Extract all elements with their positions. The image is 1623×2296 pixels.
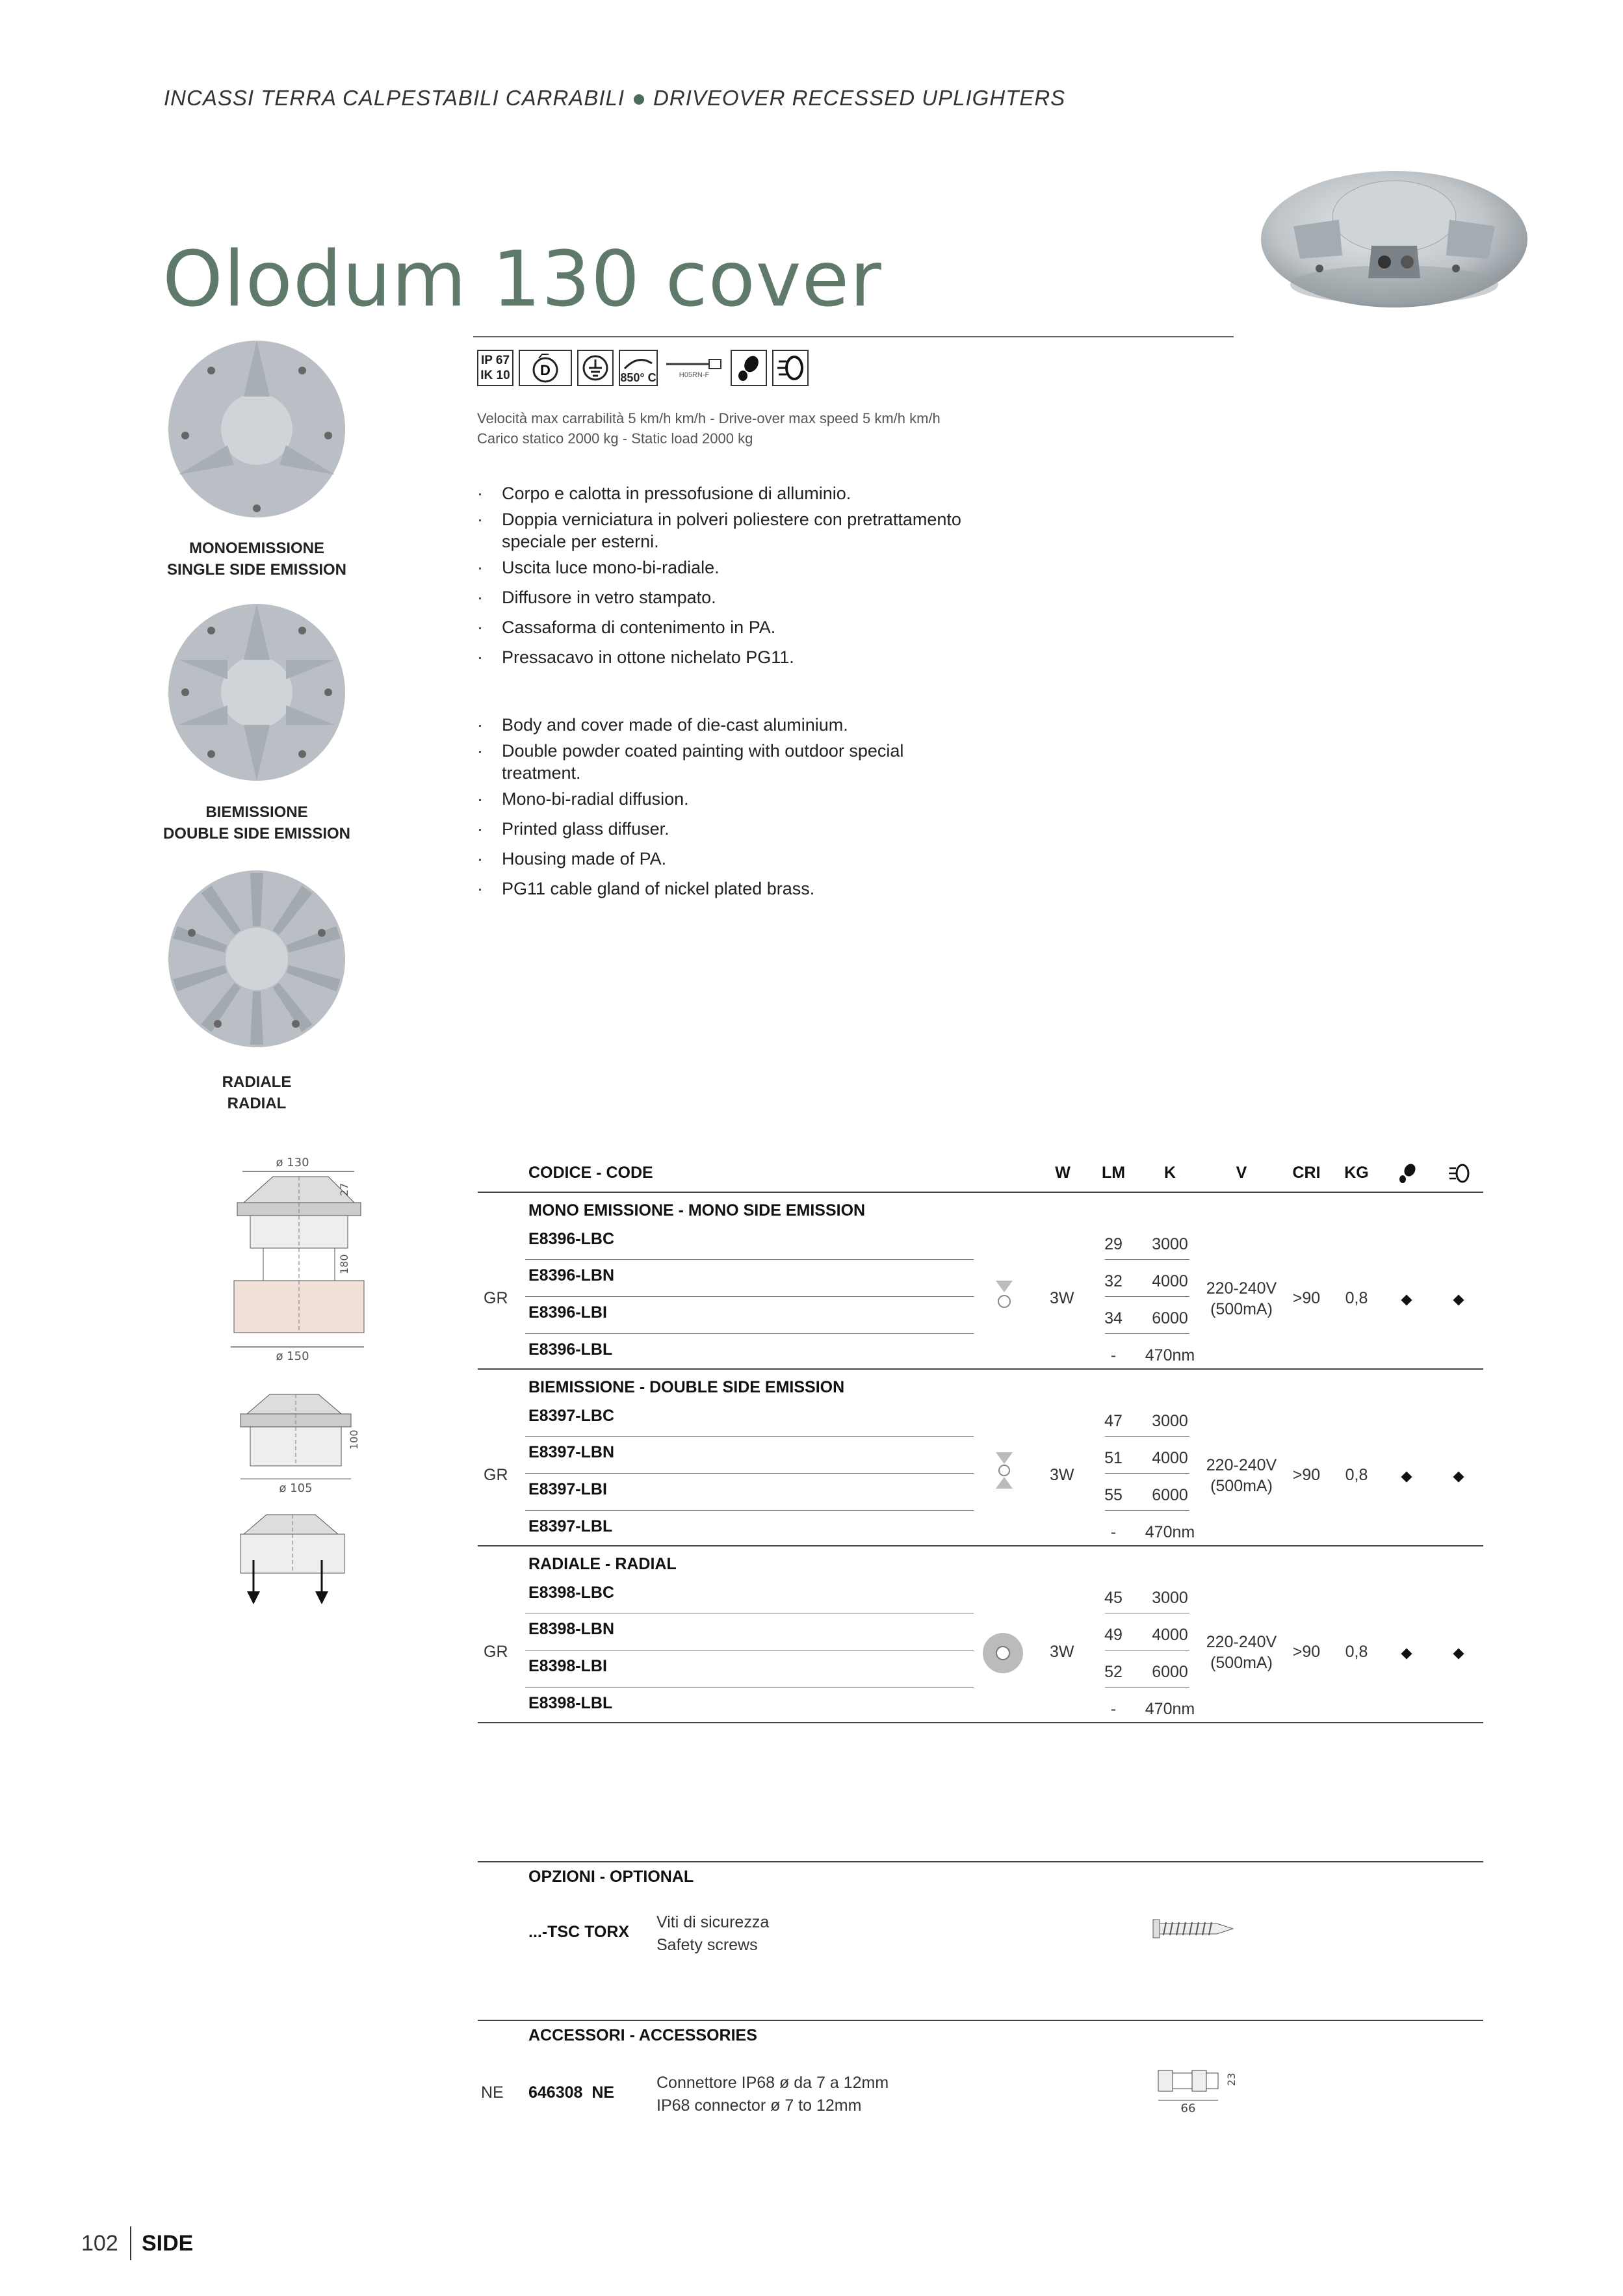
accessory-desc-it: Connettore IP68 ø da 7 a 12mm xyxy=(656,2074,889,2092)
table-header-rule xyxy=(478,1192,1483,1193)
screw-icon xyxy=(1152,1916,1236,1945)
lumens: 29 xyxy=(1104,1235,1123,1253)
connector-drawing xyxy=(1156,2064,1247,2119)
lumens: 32 xyxy=(1104,1272,1123,1290)
driveover-check xyxy=(1453,1649,1464,1660)
optional-desc-en: Safety screws xyxy=(656,1936,758,1954)
current: (500mA) xyxy=(1210,1654,1273,1672)
category-en: DRIVEOVER RECESSED UPLIGHTERS xyxy=(653,86,1066,110)
lumens: 34 xyxy=(1104,1309,1123,1327)
walkover-icon xyxy=(1397,1162,1417,1188)
accessories-rule xyxy=(478,2020,1483,2021)
voltage-range: 220-240V xyxy=(1206,1279,1277,1298)
th-cri: CRI xyxy=(1292,1164,1321,1182)
group-rule xyxy=(478,1545,1483,1546)
th-kg: KG xyxy=(1344,1164,1369,1182)
lumens: 45 xyxy=(1104,1589,1123,1607)
optional-title: OPZIONI - OPTIONAL xyxy=(528,1868,694,1886)
features-english xyxy=(477,710,903,904)
page-title: Olodum 130 cover xyxy=(162,234,882,324)
mono-emission-icon xyxy=(994,1279,1014,1315)
accessory-code-number: 646308 xyxy=(528,2083,583,2102)
dim-h180: 180 xyxy=(338,1254,350,1274)
weight: 0,8 xyxy=(1345,1466,1368,1484)
ik-rating: IK 10 xyxy=(480,369,510,382)
feature-item xyxy=(477,508,961,553)
lumens: - xyxy=(1110,1346,1117,1364)
walkover-icon xyxy=(731,350,767,386)
accessory-code xyxy=(528,2083,614,2102)
lumens: 51 xyxy=(1104,1449,1123,1467)
accessory-code-finish: NE xyxy=(591,2083,615,2102)
wattage: 3W xyxy=(1050,1289,1074,1307)
dim-d105: ø 105 xyxy=(279,1481,313,1495)
accessory-desc xyxy=(656,2072,889,2117)
optional-rule xyxy=(478,1861,1483,1862)
technical-drawing-main xyxy=(224,1157,367,1365)
color-temp: 3000 xyxy=(1152,1589,1188,1607)
color-temp: 4000 xyxy=(1152,1272,1188,1290)
variant-radial-image xyxy=(166,868,348,1050)
weight: 0,8 xyxy=(1345,1289,1368,1307)
product-code: E8396-LBL xyxy=(528,1340,613,1359)
dim-length: 66 xyxy=(1180,2102,1196,2115)
driveover-check xyxy=(1453,1295,1464,1306)
product-code: E8397-LBI xyxy=(528,1480,607,1498)
voltage-range: 220-240V xyxy=(1206,1456,1277,1474)
walkover-check xyxy=(1401,1472,1412,1483)
variant-label-it: BIEMISSIONE xyxy=(205,803,308,821)
dim-h27: 27 xyxy=(338,1182,350,1196)
th-w: W xyxy=(1055,1164,1071,1182)
lumens: 47 xyxy=(1104,1412,1123,1430)
color-temp: 6000 xyxy=(1152,1663,1188,1681)
product-code: E8398-LBL xyxy=(528,1694,613,1712)
feature-item: · Pressacavo in ottone nichelato PG11. xyxy=(477,642,961,672)
cri: >90 xyxy=(1292,1643,1321,1661)
driveover-icon xyxy=(1448,1162,1470,1188)
double-emission-icon xyxy=(994,1451,1014,1493)
color-temp: 3000 xyxy=(1152,1235,1188,1253)
header-category xyxy=(164,86,1065,111)
title-divider xyxy=(473,336,1234,337)
lumens: - xyxy=(1110,1523,1117,1541)
wattage: 3W xyxy=(1050,1466,1074,1484)
variant-mono-image xyxy=(166,338,348,520)
group-title: RADIALE - RADIAL xyxy=(528,1555,677,1573)
accessory-desc-en: IP68 connector ø 7 to 12mm xyxy=(656,2096,862,2115)
walkover-check xyxy=(1401,1649,1412,1660)
group-title: BIEMISSIONE - DOUBLE SIDE EMISSION xyxy=(528,1378,845,1396)
glow-wire-icon xyxy=(619,350,658,386)
category-it: INCASSI TERRA CALPESTABILI CARRABILI xyxy=(164,86,625,110)
driveover-check xyxy=(1453,1472,1464,1483)
variant-label-en: RADIAL xyxy=(227,1095,287,1112)
lumens: - xyxy=(1110,1700,1117,1718)
th-lm: LM xyxy=(1101,1164,1126,1182)
walkover-check xyxy=(1401,1295,1412,1306)
finish: GR xyxy=(484,1466,508,1484)
th-code: CODICE - CODE xyxy=(528,1164,653,1182)
lumens: 49 xyxy=(1104,1626,1123,1644)
color-temp: 470nm xyxy=(1145,1523,1195,1541)
features-italian xyxy=(477,478,961,672)
product-hero-image xyxy=(1254,148,1534,317)
feature-item: · Printed glass diffuser. xyxy=(477,814,903,844)
ground-icon xyxy=(577,350,614,386)
bullet-dot xyxy=(634,94,644,105)
variant-double-image xyxy=(166,601,348,783)
voltage-range: 220-240V xyxy=(1206,1633,1277,1651)
lumens: 52 xyxy=(1104,1663,1123,1681)
th-v: V xyxy=(1236,1164,1247,1182)
variant-label-en: SINGLE SIDE EMISSION xyxy=(166,561,347,579)
radial-emission-icon xyxy=(981,1632,1024,1678)
optional-code: ...-TSC TORX xyxy=(528,1923,630,1941)
feature-line: speciale per esterni. xyxy=(502,532,659,551)
dim-h100: 100 xyxy=(348,1429,360,1450)
feature-line: treatment. xyxy=(502,763,581,783)
feature-line: Doppia verniciatura in polveri poliestere con pretrattamento xyxy=(502,510,961,529)
color-temp: 4000 xyxy=(1152,1626,1188,1644)
product-code: E8396-LBC xyxy=(528,1230,614,1248)
accessory-finish: NE xyxy=(481,2083,504,2102)
product-code: E8398-LBC xyxy=(528,1584,614,1602)
accessories-title: ACCESSORI - ACCESSORIES xyxy=(528,2026,757,2044)
color-temp: 3000 xyxy=(1152,1412,1188,1430)
feature-item: · Body and cover made of die-cast aluminium. xyxy=(477,710,903,740)
ip-rating: IP 67 xyxy=(480,354,510,367)
finish: GR xyxy=(484,1289,508,1307)
voltage xyxy=(1202,1632,1280,1673)
variant-label-it: MONOEMISSIONE xyxy=(188,540,325,557)
max-speed-text: Velocità max carrabilità 5 km/h km/h - Drive-over max speed 5 km/h km/h xyxy=(477,410,941,426)
current: (500mA) xyxy=(1210,1300,1273,1318)
color-temp: 4000 xyxy=(1152,1449,1188,1467)
ip-ik-rating-icon xyxy=(477,350,513,386)
color-temp: 470nm xyxy=(1145,1700,1195,1718)
d-mark-icon xyxy=(519,350,572,386)
product-code: E8397-LBN xyxy=(528,1443,614,1461)
voltage xyxy=(1202,1278,1280,1320)
variant-double-caption xyxy=(153,802,361,844)
group-rule xyxy=(478,1368,1483,1370)
product-code: E8397-LBL xyxy=(528,1517,613,1535)
feature-line: Double powder coated painting with outdoor special xyxy=(502,741,904,761)
feature-item: · Mono-bi-radial diffusion. xyxy=(477,784,903,814)
section-name: SIDE xyxy=(142,2231,194,2256)
product-code: E8396-LBI xyxy=(528,1303,607,1322)
d-mark-label: D xyxy=(540,362,551,378)
color-temp: 470nm xyxy=(1145,1346,1195,1364)
cri: >90 xyxy=(1292,1466,1321,1484)
page-number: 102 xyxy=(81,2231,118,2256)
speed-load-info xyxy=(477,408,941,449)
glow-wire-temp: 850° C xyxy=(620,371,656,384)
optional-desc xyxy=(656,1911,769,1957)
color-temp: 6000 xyxy=(1152,1486,1188,1504)
driveover-icon xyxy=(772,350,809,386)
technical-drawing-recessed xyxy=(234,1388,364,1511)
feature-item: · Uscita luce mono-bi-radiale. xyxy=(477,553,961,582)
dim-height: 23 xyxy=(1225,2072,1238,2086)
variant-label-it: RADIALE xyxy=(222,1073,292,1091)
finish: GR xyxy=(484,1643,508,1661)
dim-d130: ø 130 xyxy=(276,1157,309,1169)
product-code: E8398-LBN xyxy=(528,1620,614,1638)
lumens: 55 xyxy=(1104,1486,1123,1504)
group-title: MONO EMISSIONE - MONO SIDE EMISSION xyxy=(528,1201,866,1220)
product-code: E8397-LBC xyxy=(528,1407,614,1425)
color-temp: 6000 xyxy=(1152,1309,1188,1327)
feature-item xyxy=(477,740,903,784)
dim-d150: ø 150 xyxy=(276,1350,309,1363)
feature-item: · Corpo e calotta in pressofusione di alluminio. xyxy=(477,478,961,508)
static-load-text: Carico statico 2000 kg - Static load 2000 kg xyxy=(477,430,753,447)
variant-label-en: DOUBLE SIDE EMISSION xyxy=(162,825,351,842)
feature-item: · Cassaforma di contenimento in PA. xyxy=(477,612,961,642)
current: (500mA) xyxy=(1210,1477,1273,1495)
feature-item: · Diffusore in vetro stampato. xyxy=(477,582,961,612)
feature-item: · PG11 cable gland of nickel plated brass. xyxy=(477,874,903,904)
th-k: K xyxy=(1163,1164,1176,1182)
product-code: E8396-LBN xyxy=(528,1266,614,1285)
technical-drawing-emission xyxy=(231,1508,361,1612)
product-code: E8398-LBI xyxy=(528,1657,607,1675)
feature-item: · Housing made of PA. xyxy=(477,844,903,874)
weight: 0,8 xyxy=(1345,1643,1368,1661)
variant-radial-caption xyxy=(153,1071,361,1114)
cri: >90 xyxy=(1292,1289,1321,1307)
footer-divider xyxy=(130,2226,131,2260)
certification-icons xyxy=(477,350,809,389)
group-rule xyxy=(478,1722,1483,1723)
cable-icon xyxy=(663,350,725,386)
wattage: 3W xyxy=(1050,1643,1074,1661)
optional-desc-it: Viti di sicurezza xyxy=(656,1913,770,1931)
variant-mono-caption xyxy=(153,538,361,581)
cable-type: H05RN-F xyxy=(679,371,710,379)
voltage xyxy=(1202,1455,1280,1496)
